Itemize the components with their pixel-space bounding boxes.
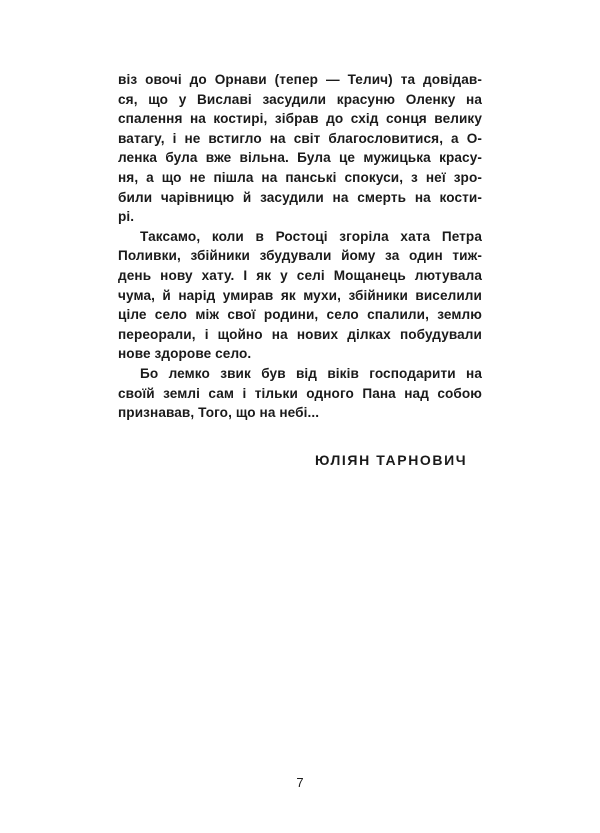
- author-signature: ЮЛІЯН ТАРНОВИЧ: [315, 452, 468, 468]
- text-line: рі.: [118, 209, 135, 225]
- text-line: віз овочі до Орнави (тепер — Телич) та довідав-: [118, 72, 482, 87]
- page-number: 7: [296, 775, 304, 790]
- text-line: день нову хату. І як у селі Мощанець лютувала: [118, 267, 482, 283]
- paragraph-2: [118, 227, 482, 364]
- paragraph-1: [118, 70, 482, 227]
- body-text: [118, 70, 482, 423]
- text-line: ленка була вже вільна. Була це мужицька красу-: [118, 150, 482, 166]
- text-line: ня, а що не пішла на панські спокуси, з неї зро-: [118, 169, 482, 185]
- text-line: ціле село між свої родини, село спалили, землю: [118, 307, 482, 323]
- paragraph-3: [118, 364, 482, 423]
- text-line: Таксамо, коли в Ростоці згоріла хата Петра: [140, 228, 482, 244]
- text-line: переорали, і щойно на нових ділках побудували: [118, 326, 482, 342]
- text-line: ся, що у Виславі засудили красуню Оленку на: [118, 91, 482, 107]
- text-line: чума, й нарід умирав як мухи, збійники виселили: [118, 287, 482, 303]
- text-line: били чарівницю й засудили на смерть на кости-: [118, 189, 482, 205]
- text-line: Поливки, збійники збудували йому за один тиж-: [118, 248, 482, 264]
- text-line: спалення на костирі, зібрав до схід сонця велику: [118, 111, 482, 127]
- text-line: нове здорове село.: [118, 346, 252, 362]
- text-line: признавав, Того, що на небі...: [118, 405, 320, 421]
- text-line: ватагу, і не встигло на світ благословитися, а О-: [118, 130, 482, 146]
- text-line: Бо лемко звик був від віків господарити на: [140, 365, 482, 381]
- text-line: своїй землі сам і тільки одного Пана над собою: [118, 385, 482, 401]
